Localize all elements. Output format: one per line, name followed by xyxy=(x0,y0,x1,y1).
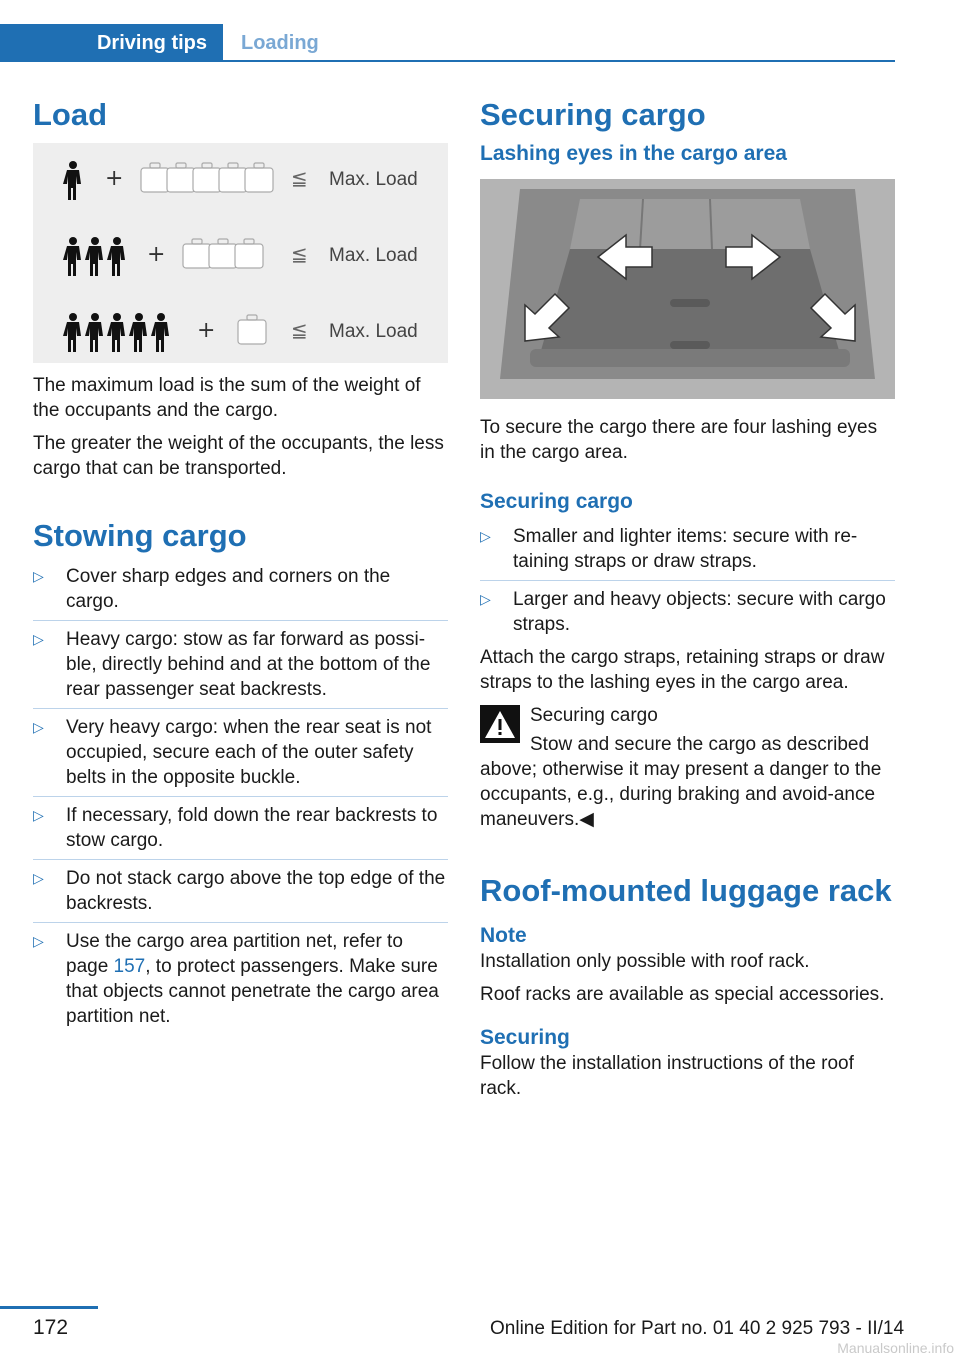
watermark: Manualsonline.info xyxy=(837,1340,954,1356)
list-item: ▷ Larger and heavy objects: secure with cargo straps. xyxy=(480,588,886,635)
load-heading: Load xyxy=(33,97,108,132)
max-load-label: Max. Load xyxy=(329,169,418,191)
list-item: ▷ Use the cargo area partition net, refer to page 157, to protect passengers. Make sure that objects cannot penetrate the cargo area partition net. xyxy=(33,931,439,1028)
page-number: 172 xyxy=(33,1316,69,1339)
svg-text:Max. Load: Max. Load xyxy=(329,245,418,267)
svg-text:+: + xyxy=(147,242,166,268)
occupants-cargo-diagram xyxy=(33,143,448,363)
securing-cargo-list xyxy=(480,524,895,637)
row-2-person-icons xyxy=(63,237,125,276)
list-item: ▷ If necessary, fold down the rear backrests to stow cargo. xyxy=(33,803,448,860)
load-paragraph-1: The maximum load is the sum of the weight of the occupants and the cargo. xyxy=(33,375,421,422)
list-item: ▷ Do not stack cargo above the top edge of the backrests. xyxy=(33,866,448,923)
row-2-cases-icon xyxy=(183,239,263,268)
svg-text:≦: ≦ xyxy=(291,166,308,191)
row-1-person-icon xyxy=(63,161,81,200)
securing-cargo-heading: Securing cargo xyxy=(480,97,706,132)
svg-text:≦: ≦ xyxy=(291,242,308,267)
warning-triangle-icon xyxy=(480,705,520,743)
load-paragraph-2: The greater the weight of the occupants, the less cargo that can be transported. xyxy=(33,433,444,480)
page-reference-link[interactable]: 157 xyxy=(113,956,146,978)
edition-note: Online Edition for Part no. 01 40 2 925 793 - II/14 xyxy=(490,1318,905,1339)
bullet-icon: ▷ xyxy=(33,933,44,950)
svg-text:Max. Load: Max. Load xyxy=(329,321,418,343)
bullet-icon: ▷ xyxy=(33,719,44,736)
lashing-eyes-illustration xyxy=(480,179,895,399)
securing-cargo-subheading: Securing cargo xyxy=(480,490,633,514)
svg-text:+: + xyxy=(197,318,216,344)
max-load-figure xyxy=(33,143,448,363)
note-subheading: Note xyxy=(480,923,527,947)
plus-sign: + xyxy=(105,166,124,192)
warning-text: Stow and secure the cargo as described above; otherwise it may present a danger to the occupants, e.g., during braking and avoid‐ance maneuvers.◀ xyxy=(480,733,882,830)
bullet-icon: ▷ xyxy=(480,590,491,607)
row-3-person-icons xyxy=(63,313,169,352)
bullet-icon: ▷ xyxy=(33,807,44,824)
warning-block xyxy=(480,703,895,728)
list-item: ▷ Very heavy cargo: when the rear seat is not occupied, secure each of the outer safety belts in the opposite buckle. xyxy=(33,715,448,797)
header-rule xyxy=(0,60,895,62)
svg-text:≦: ≦ xyxy=(291,318,308,343)
stowing-cargo-list xyxy=(33,564,448,1029)
row-3-case-icon xyxy=(238,315,266,344)
list-item: ▷ Cover sharp edges and corners on the cargo. xyxy=(33,564,448,621)
cargo-area-photo xyxy=(480,179,895,399)
note-paragraph-1: Installation only possible with roof rack. xyxy=(480,951,810,973)
roof-rack-heading: Roof-mounted luggage rack xyxy=(480,872,892,908)
attach-straps-paragraph: Attach the cargo straps, retaining straps or draw straps to the lashing eyes in the cargo area. xyxy=(480,646,885,693)
list-item: ▷ Heavy cargo: stow as far forward as possi‐ble, directly behind and at the bottom of the rear passenger seat backrests. xyxy=(33,627,448,709)
list-item: ▷ Smaller and lighter items: secure with re‐taining straps or draw straps. xyxy=(480,524,895,581)
footer-rule xyxy=(0,1306,98,1309)
lashing-eyes-subheading: Lashing eyes in the cargo area xyxy=(480,142,787,166)
left-column xyxy=(33,96,448,1029)
bullet-icon: ▷ xyxy=(33,568,44,585)
lashing-eyes-paragraph: To secure the cargo there are four lashing eyes in the cargo area. xyxy=(480,417,878,464)
bullet-icon: ▷ xyxy=(480,527,491,544)
right-column xyxy=(480,96,895,1109)
bullet-icon: ▷ xyxy=(33,631,44,648)
bullet-icon: ▷ xyxy=(33,870,44,887)
stowing-cargo-heading: Stowing cargo xyxy=(33,518,247,554)
securing-paragraph: Follow the installation instructions of the roof rack. xyxy=(480,1053,854,1100)
chapter-tab-driving-tips[interactable]: Driving tips xyxy=(0,24,223,62)
row-1-cases-icon xyxy=(141,163,273,192)
note-paragraph-2: Roof racks are available as special accessories. xyxy=(480,984,885,1006)
securing-subheading: Securing xyxy=(480,1026,570,1050)
section-tab-loading[interactable]: Loading xyxy=(241,31,319,54)
warning-title: Securing cargo xyxy=(530,704,658,726)
